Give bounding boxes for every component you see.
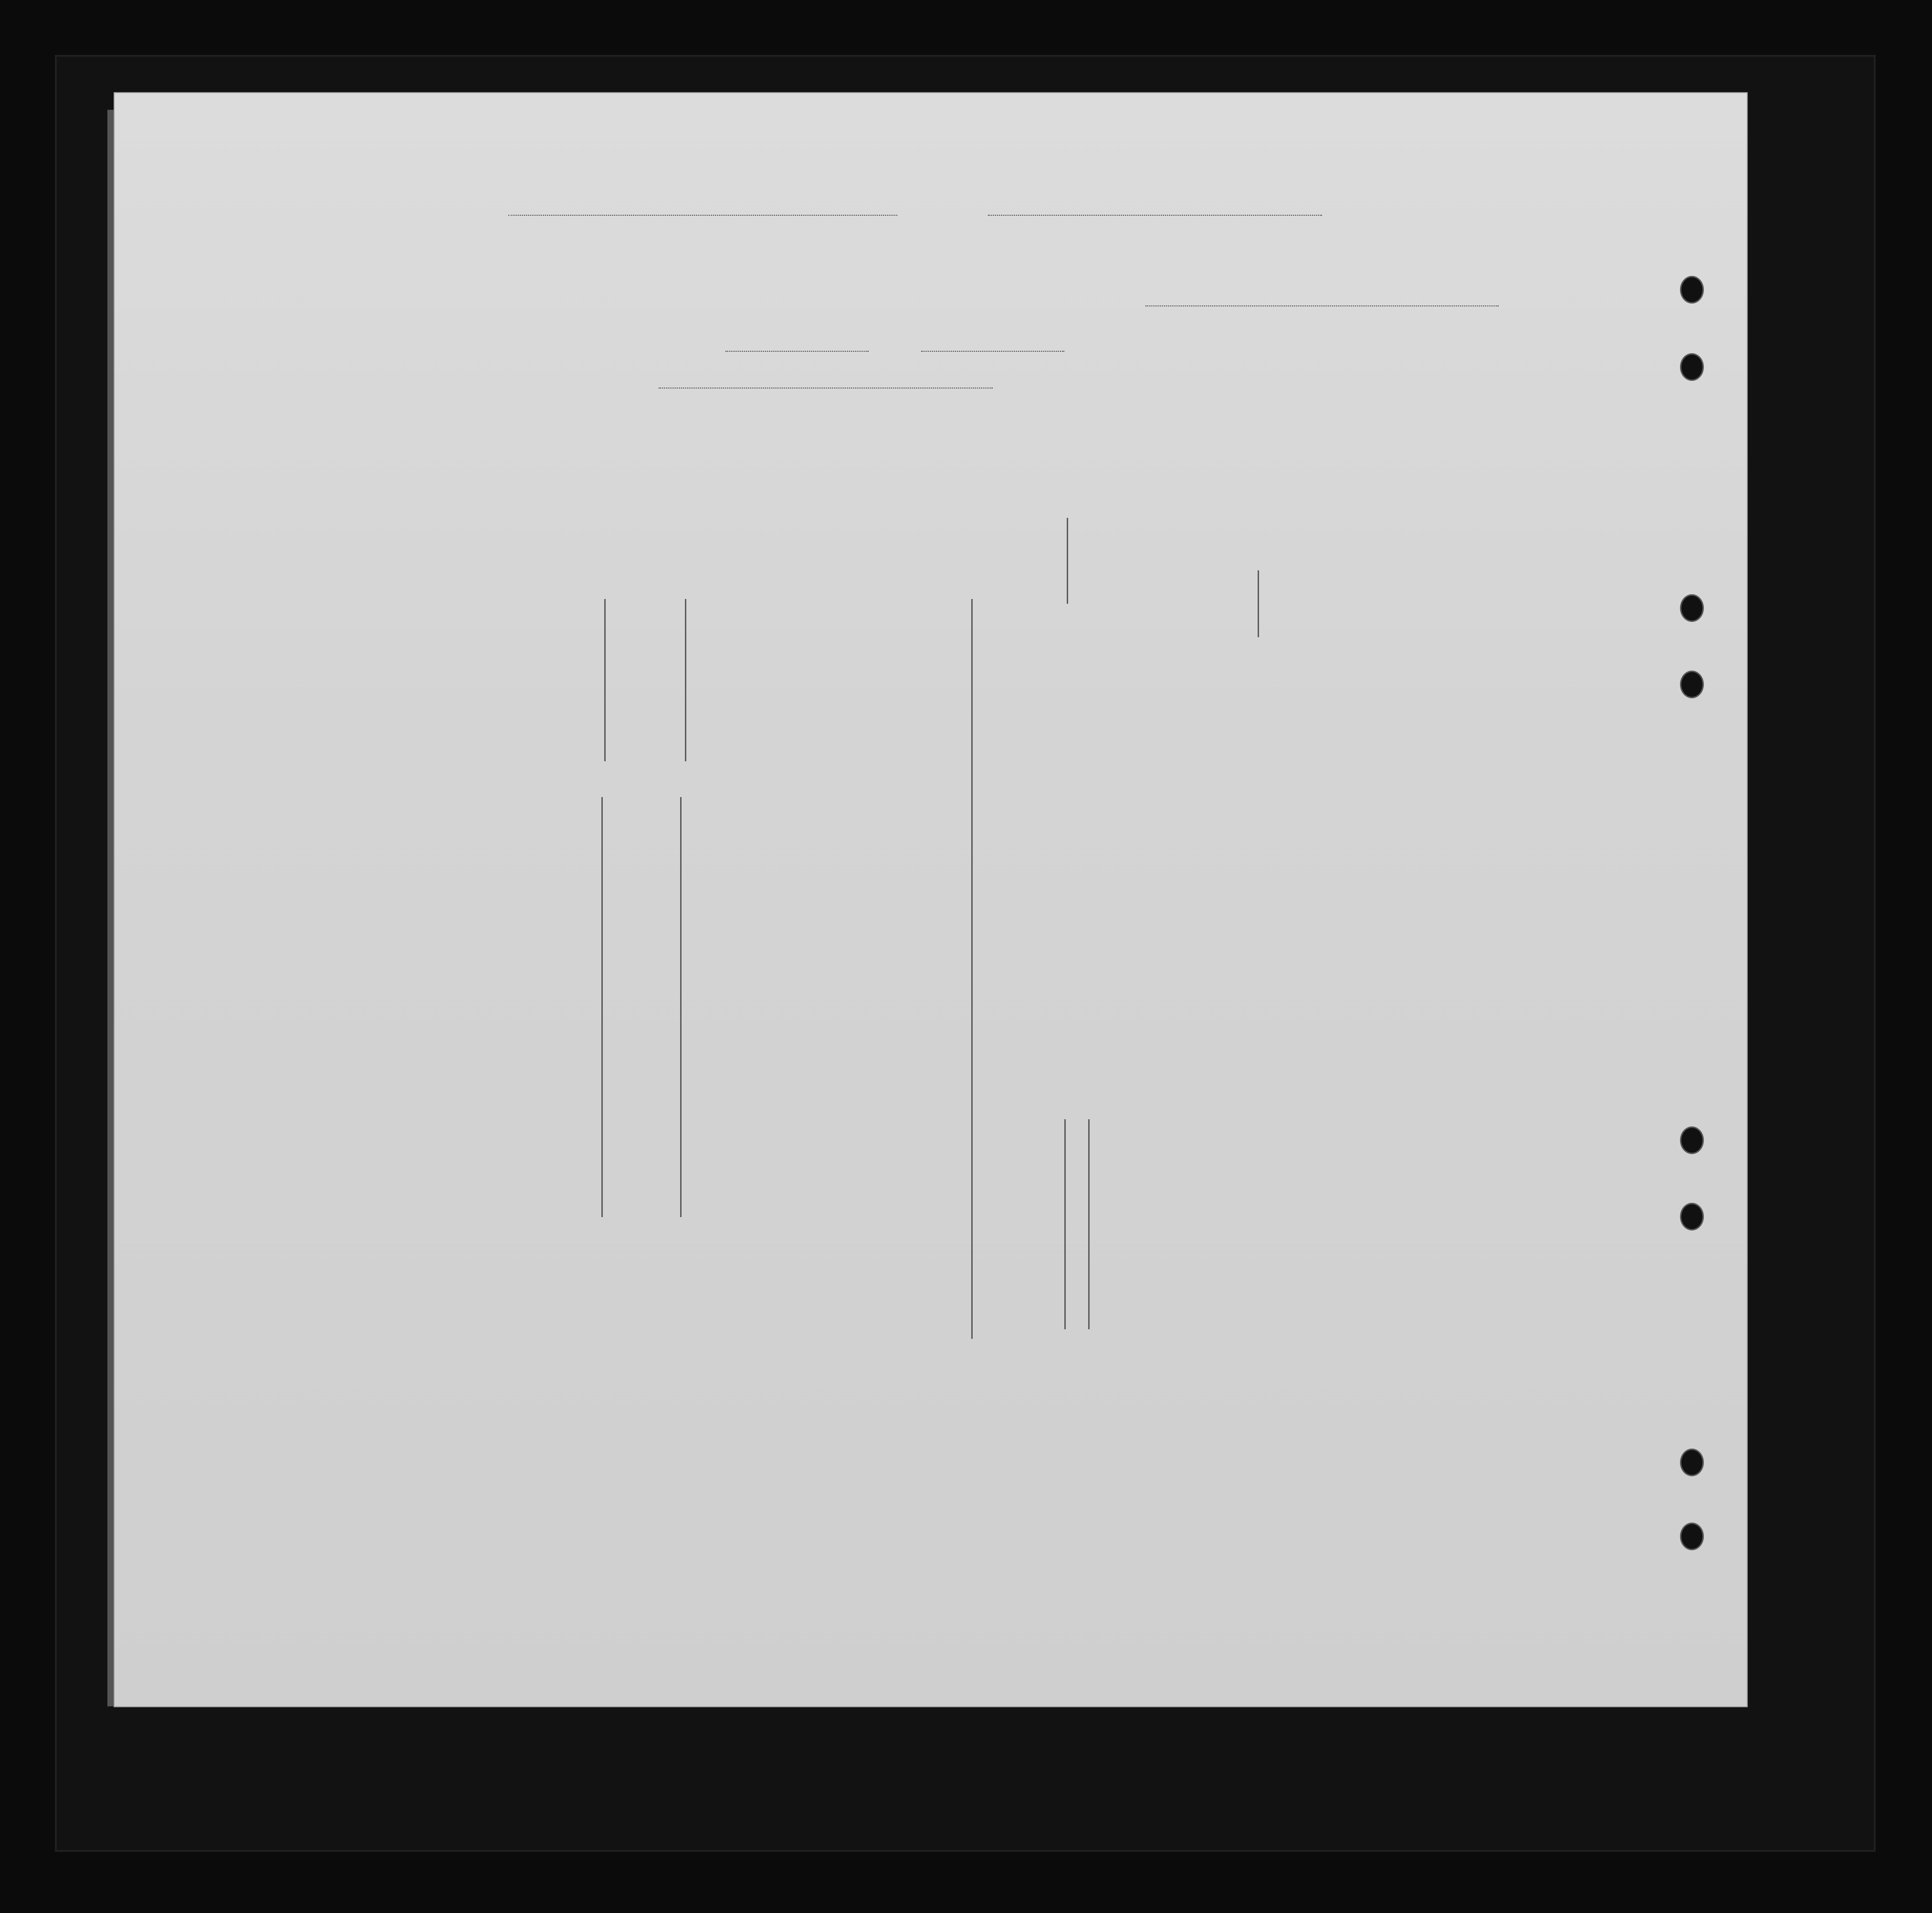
manifest-page bbox=[115, 93, 1747, 1706]
punch-hole bbox=[1680, 1203, 1704, 1230]
punch-hole bbox=[1680, 594, 1704, 622]
tally-mark bbox=[601, 797, 603, 1217]
punch-hole bbox=[1680, 1126, 1704, 1154]
punch-hole bbox=[1680, 1523, 1704, 1550]
master-name-line bbox=[508, 215, 897, 216]
punch-hole bbox=[1680, 1449, 1704, 1476]
sworn-month-line bbox=[921, 351, 1064, 352]
inspector-signature-line bbox=[659, 388, 993, 389]
tally-mark bbox=[971, 599, 973, 1339]
tally-mark bbox=[1067, 518, 1068, 604]
vessel-name-line bbox=[988, 215, 1322, 216]
tally-mark bbox=[1064, 1119, 1066, 1329]
punch-hole bbox=[1680, 671, 1704, 698]
master-signature-line bbox=[1145, 305, 1499, 306]
punch-hole bbox=[1680, 276, 1704, 304]
punch-hole bbox=[1680, 353, 1704, 381]
tally-mark bbox=[680, 797, 682, 1217]
tally-mark bbox=[1258, 570, 1259, 637]
tally-mark bbox=[604, 599, 606, 761]
tally-mark bbox=[1088, 1119, 1090, 1329]
bleed-through-crew-list bbox=[115, 93, 1747, 1706]
sworn-day-line bbox=[725, 351, 869, 352]
tally-mark bbox=[685, 599, 686, 761]
